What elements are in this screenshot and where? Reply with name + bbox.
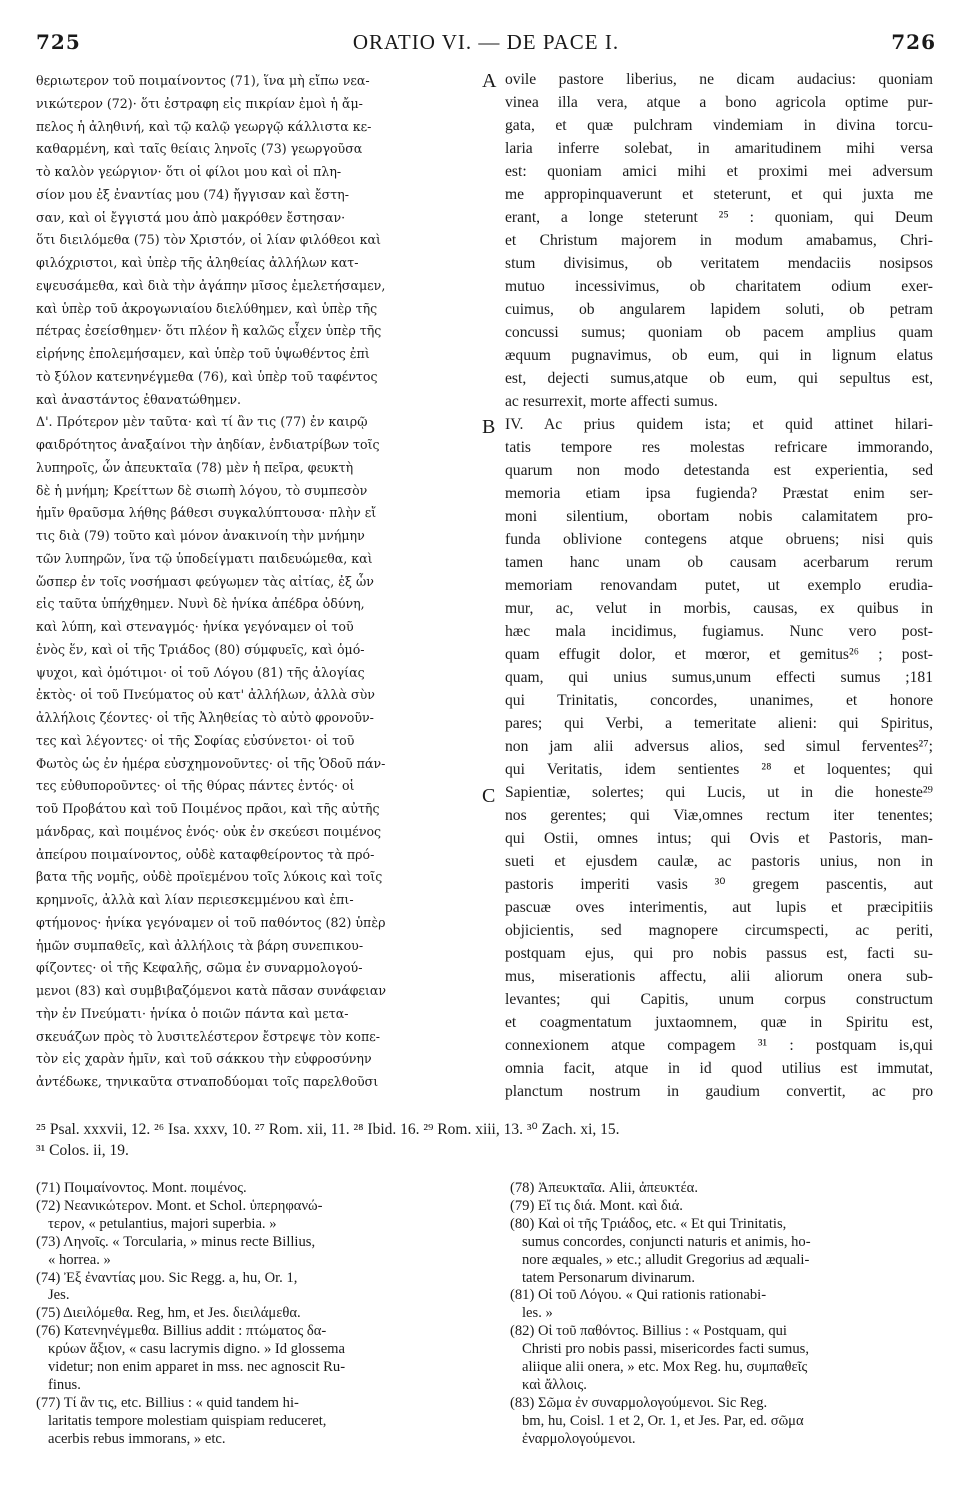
latin-text-line: gata, et quæ pulchram vindemiam in divina torcu- — [505, 117, 933, 134]
latin-text-line: IV. Ac prius quidem ista; et quid attinet hilari- — [505, 416, 933, 433]
reference-line: ³¹ Colos. ii, 19. — [36, 1142, 129, 1159]
greek-text-line: τοῦ Προβάτου καὶ τοῦ Ποιμένος πρᾶοι, καὶ τῆς αὐτῆς — [36, 801, 380, 816]
greek-text-line: δὲ ἡ μνήμη; Κρείττων δὲ σιωπὴ λόγου, τὸ συμπεσὸν — [36, 482, 368, 498]
margin-letter-b: B — [482, 416, 496, 438]
footnote-line: acerbis rebus immorans, » etc. — [48, 1430, 226, 1447]
greek-text-line: νικώτερον (72)· ὅτι ἐστραφη εἰς πικρίαν ἐμοὶ ἡ ἄμ- — [36, 95, 363, 111]
footnote-line: (75) Διειλόμεθα. Reg, hm, et Jes. διειλάμεθα. — [36, 1305, 301, 1322]
greek-text-line: τες εὐθυποροῦντες· οἱ τῆς θύρας πάντες ἐντός· οἱ — [36, 778, 355, 794]
latin-text-line: objicientis, sed magnopere circumspecti, ac periti, — [505, 922, 933, 939]
latin-text-line: ac resurrexit, morte affecti sumus. — [505, 393, 718, 410]
footnote-line: (80) Καὶ οἱ τῆς Τριάδος, etc. « Et qui Trinitatis, — [510, 1215, 787, 1232]
greek-text-line: τὸν εἰς χαρὰν ἡμῖν, καὶ τοῦ σάκκου τὴν εὐφροσύνην — [36, 1051, 372, 1067]
footnotes-left-column — [36, 1180, 478, 1449]
greek-text-line: λυπηροῖς, ὧν ἀπευκταῖα (78) μὲν ἡ πεῖρα, φευκτὴ — [36, 459, 354, 475]
footnote-line: bm, hu, Coisl. 1 et 2, Or. 1, et Jes. Par, ed. σῶμα — [522, 1412, 804, 1429]
greek-text-line: σίον μου ἐξ ἐναντίας μου (74) ἤγγισαν καὶ ἔστη- — [36, 186, 349, 202]
greek-text-line: Δ'. Πρότερον μὲν ταῦτα· καὶ τί ἂν τις (77) ἐν καιρῷ — [36, 414, 368, 430]
greek-text-line: τις διὰ (79) τοῦτο καὶ μόνον ἀνακινοίη τὴν μνήμην — [36, 528, 365, 543]
footnote-line: (83) Σῶμα ἐν συναρμολογούμενοι. Sic Reg. — [510, 1394, 768, 1411]
footnote-line: (79) Εἴ τις διά. Mont. καὶ διά. — [510, 1197, 683, 1214]
footnote-line: (74) Ἐξ ἐναντίας μου. Sic Regg. a, hu, Or. 1, — [36, 1269, 298, 1286]
latin-text-line: est: quoniam amici mihi et proximi mei adversum — [505, 163, 933, 180]
greek-text-line: ἡμῶν συμπαθεῖς, καὶ ἀλλήλοις τὰ βάρη συνεπικου- — [36, 937, 364, 953]
greek-text-line: φαιδρότητος ἀναξαίνοι τὴν ἀηδίαν, ἐνδιατρίβων τοῖς — [36, 437, 380, 452]
latin-text-line: mutuo incessivimus, ob charitatem odium exer- — [505, 278, 933, 295]
latin-text-line: et Christum majorem in modum amabamus, Chri- — [505, 232, 933, 249]
greek-text-line: φτήμονος· ἡνίκα γεγόναμεν οἱ τοῦ παθόντος (82) ὑπὲρ — [36, 914, 386, 930]
latin-text-line: hæc mala incidimus, fugiamus. Nunc vero post- — [505, 623, 933, 640]
footnote-line: κρύων ἄξιον, « casu lacrymis digno. » Id glossema — [48, 1341, 346, 1358]
greek-text-line: εἰρήνης ἐπολεμήσαμεν, καὶ ὑπὲρ τοῦ ὑψωθέντος ἐπὶ — [36, 346, 370, 361]
greek-text-line: τὴν ἐν Πνεύματι· ἡνίκα ὁ ποιῶν πάντα καὶ μετα- — [36, 1005, 349, 1021]
greek-text-line: τες καὶ λέγοντες· οἱ τῆς Σοφίας εὐσύνετοι· οἱ τοῦ — [36, 732, 355, 748]
greek-text-line: ἀντέδωκε, τηνικαῦτα στναποδύομαι τοῖς παρελθοῦσι — [36, 1074, 379, 1089]
greek-text-line: σκευάζων πρὸς τὸ λυσιτελέστερον ἔστρεψε τὸν κοπε- — [36, 1028, 381, 1044]
latin-text-line: postquam ejus, qui pro nobis passus est, facti su- — [505, 945, 933, 962]
running-header — [36, 30, 936, 58]
footnote-line: aliique alii onera, » etc. Mox Reg. hu, συμπαθεῖς — [522, 1359, 808, 1376]
greek-text-line: τὸ καλὸν γεώργιον· ὅτι οἱ φίλοι μου καὶ οἱ πλη- — [36, 164, 342, 179]
latin-text-line: funda oblivione contegens atque obruens; nisi quis — [505, 531, 933, 548]
latin-text-line: vinea illa vera, atque a bono agricola optime pur- — [505, 94, 933, 111]
latin-text-line: mus, miserationis affectu, alii aliorum onera sub- — [505, 968, 933, 985]
greek-text-line: σαν, καὶ οἱ ἔγγιστά μου ἀπὸ μακρόθεν ἔστησαν· — [36, 209, 346, 225]
latin-text-line: me appropinquaverunt et steterunt, et qui juxta me — [505, 186, 933, 203]
left-page-number: 725 — [36, 30, 81, 54]
greek-text-line: καὶ ὑπὲρ τοῦ ἀκρογωνιαίου διελύθημεν, καὶ ὑπὲρ τῆς — [36, 300, 378, 316]
footnote-line: Christi pro nobis passi, misericordes facti sumus, — [522, 1341, 809, 1358]
footnote-line: sumus concordes, conjuncti naturis et animis, ho- — [522, 1233, 811, 1250]
latin-text-line: Sapientiæ, solertes; qui Lucis, ut in die honeste²⁹ — [505, 784, 933, 801]
footnotes-right-column — [510, 1180, 935, 1449]
latin-text-line: mur, ac, velut in morbis, causas, ex quibus in — [505, 600, 933, 617]
latin-text-line: memoriam renovandam putet, ut exemplo erudia- — [505, 577, 933, 594]
right-page-number: 726 — [891, 30, 936, 54]
greek-text-line: ψυχοι, καὶ ὁμότιμοι· οἱ τοῦ Λόγου (81) τῆς ἀλογίας — [36, 664, 365, 680]
latin-text-line: memoria etiam ipsa fugienda? Præstat enim ser- — [505, 485, 933, 502]
latin-text-line: moni silentium, obortam nobis calamitatem pro- — [505, 508, 933, 525]
greek-text-line: ὥσπερ ἐν τοῖς νοσήμασι φεύγωμεν τὰς αἰτίας, ἐξ ὧν — [36, 573, 374, 589]
greek-text-line: τὸ ξύλον κατενηνέγμεθα (76), καὶ ὑπὲρ τοῦ ταφέντος — [36, 368, 378, 384]
footnote-line: tatem Personarum divinarum. — [522, 1269, 696, 1286]
greek-text-line: καθαρμένη, καὶ ταῖς θείαις ληνοῖς (73) γεωργοῦσα — [36, 141, 363, 157]
latin-text-line: tatis tempore res molestas refricare immorando, — [505, 439, 933, 456]
greek-text-line: ἀλλήλοις ζέοντες· οἱ τῆς Ἀληθείας τὸ αὐτὸ φρονοῦν- — [36, 710, 374, 725]
greek-text-line: θεριωτερον τοῦ ποιμαίνοντος (71), ἵνα μὴ εἴπω νεα- — [36, 73, 370, 88]
greek-text-line: μάνδρας, καὶ ποιμένος ἑνός· οὐκ ἐν σκεύεσι ποιμένος — [36, 823, 382, 839]
greek-text-line: ἐκτὸς· οἱ τοῦ Πνεύματος οὐ κατ' ἀλλήλων, ἀλλὰ σὺν — [36, 687, 375, 703]
greek-text-line: τῶν λυπηρῶν, ἵνα τῷ ὑποδείγματι παιδευώμεθα, καὶ — [36, 550, 373, 566]
latin-text-line: omnia facit, atque in id quod utilius est immutat, — [505, 1060, 933, 1077]
footnote-line: videtur; non enim apparet in mss. nec agnoscit Ru- — [48, 1359, 346, 1376]
footnote-line: les. » — [522, 1305, 553, 1322]
footnote-line: (82) Οἱ τοῦ παθόντος. Billius : « Postquam, qui — [510, 1323, 787, 1340]
greek-text-column — [36, 70, 486, 1094]
latin-text-line: pastoris imperiti vasis ³⁰ gregem pascentis, aut — [505, 876, 933, 893]
greek-text-line: ἑνὸς ἕν, καὶ οἱ τῆς Τριάδος (80) σύμφυεῖς, καὶ ὁμό- — [36, 641, 365, 657]
margin-letter-c: C — [482, 785, 496, 807]
footnote-line: laritatis tempore molestiam quispiam reduceret, — [48, 1412, 327, 1429]
latin-text-line: quam, qui unius sumus,unum effecti sumus ;181 — [505, 669, 933, 686]
greek-text-line: καὶ ἀναστάντος ἐθανατώθημεν. — [36, 391, 242, 407]
latin-text-line: pascuæ oves interimentis, aut lupis et præcipitiis — [505, 899, 933, 916]
latin-text-line: æquum pugnavimus, ob eum, qui in lignum elatus — [505, 347, 933, 364]
greek-text-line: πέτρας ἐσείσθημεν· ὅτι πλέον ἢ καλῶς εἶχεν ὑπὲρ τῆς — [36, 323, 382, 339]
footnote-line: Jes. — [48, 1287, 70, 1304]
latin-text-line: levantes; qui Capitis, unum corpus constructum — [505, 991, 933, 1008]
footnote-line: (73) Ληνοῖς. « Torcularia, » minus recte Billius, — [36, 1233, 316, 1250]
greek-text-line: μενοι (83) καὶ συμβιβαζόμενοι κατὰ πᾶσαν συνάφειαν — [36, 983, 387, 998]
latin-text-line: erant, a longe steterunt ²⁵ : quoniam, qui Deum — [505, 209, 933, 226]
footnote-line: (77) Τί ἂν τις, etc. Billius : « quid tandem hi- — [36, 1394, 299, 1411]
latin-text-line: qui Ostii, omnes intus; qui Ovis et Pastoris, man- — [505, 830, 933, 847]
margin-letter-a: A — [482, 70, 497, 92]
footnote-line: (81) Οἱ τοῦ Λόγου. « Qui rationis rationabi- — [510, 1287, 767, 1304]
greek-text-line: Φωτὸς ὡς ἐν ἡμέρα εὐσχημονοῦντες· οἱ τῆς Ὁδοῦ πάν- — [36, 755, 386, 771]
footnote-line: καὶ ἄλλοις. — [522, 1376, 587, 1393]
latin-text-line: nos gerentes; qui Viæ,omnes rectum iter tenentes; — [505, 807, 933, 824]
latin-text-column — [505, 68, 933, 1103]
latin-text-line: pares; qui Verbi, a temeritate alieni: qui Spiritus, — [505, 715, 933, 732]
greek-text-line: φιλόχριστοι, καὶ ὑπὲρ τῆς ἀληθείας ἀλλήλων κατ- — [36, 255, 359, 270]
latin-text-line: qui Trinitatis, concordes, unanimes, et honore — [505, 692, 933, 709]
scripture-references — [36, 1119, 936, 1161]
latin-text-line: quarum non modo detestanda est experientia, sed — [505, 462, 933, 479]
latin-text-line: qui Veritatis, idem sentientes ²⁸ et loquentes; qui — [505, 761, 933, 778]
latin-text-line: connexionem atque compagem ³¹ : postquam is,qui — [505, 1037, 933, 1054]
latin-text-line: ovile pastore liberius, ne dicam audacius: quoniam — [505, 71, 933, 88]
footnote-line: (71) Ποιμαίνοντος. Mont. ποιμένος. — [36, 1180, 247, 1196]
footnote-line: nore æquales, » etc.; alludit Gregorius ad æquali- — [522, 1251, 810, 1268]
latin-text-line: cuimus, ob angularem lapidem soluti, ob petram — [505, 301, 933, 318]
latin-text-line: tamen hanc unam ob causam acerbarum rerum — [505, 554, 933, 571]
greek-text-line: φίζοντες· οἱ τῆς Κεφαλῆς, σῶμα ἐν συναρμολογού- — [36, 960, 363, 976]
greek-text-line: ἡμῖν θραῦσμα λήθης βάθεσι συγκαλύπτουσα· πλὴν εἴ — [36, 505, 377, 521]
latin-text-line: quam effugit dolor, et mœror, et gemitus²⁶ ; post- — [505, 646, 933, 663]
running-title: ORATIO VI. — DE PACE I. — [352, 30, 620, 54]
latin-text-line: sueti et ejusdem caulæ, ac pastoris unius, non in — [505, 853, 933, 870]
greek-text-line: καὶ λύπη, καὶ στεναγμός· ἡνίκα γεγόναμεν οἱ τοῦ — [36, 619, 354, 634]
footnote-line: τερον, « petulantius, majori superbia. » — [48, 1215, 277, 1232]
greek-text-line: πελος ἡ ἀληθινή, καὶ τῷ καλῷ γεωργῷ κάλλιστα κε- — [36, 118, 372, 134]
footnote-line: (72) Νεανικώτερον. Mont. et Schol. ὑπερηφανώ- — [36, 1197, 323, 1214]
latin-text-line: laria inferre solebat, in amaritudinem mihi versa — [505, 140, 933, 157]
greek-text-line: ὅτι διειλόμεθα (75) τὸν Χριστόν, οἱ λίαν φιλόθεοι καὶ — [36, 232, 381, 248]
greek-text-line: κρημνοῖς, ἀλλὰ καὶ λίαν περιεσκεμμένου καὶ ἐπι- — [36, 892, 354, 907]
greek-text-line: εἰς ταῦτα ὑπήχθημεν. Νυνὶ δὲ ἡνίκα ἀπέδρα ὀδύνη, — [36, 596, 365, 612]
footnote-line: ἐναρμολογούμενοι. — [522, 1430, 636, 1447]
latin-text-line: est, dejecti sumus,atque ob eum, qui sepultus est, — [505, 370, 933, 387]
latin-text-line: non jam alii adversus alios, sed simul ferventes²⁷; — [505, 738, 933, 755]
footnote-line: (76) Κατενηνέγμεθα. Billius addit : πτώματος δα- — [36, 1323, 327, 1340]
greek-text-line: εψευσάμεθα, καὶ διὰ τὴν ἀγάπην μῖσος ἐμελετήσαμεν, — [36, 277, 386, 293]
latin-text-line: et coagmentatum juxtaomnem, quæ in Spiritu est, — [505, 1014, 933, 1031]
reference-line: ²⁵ Psal. xxxvii, 12. ²⁶ Isa. xxxv, 10. ²⁷ Rom. xii, 11. ²⁸ Ibid. 16. ²⁹ Rom. xiii, 13. ³⁰ Zach. xi, 15. — [36, 1121, 620, 1138]
footnote-line: finus. — [48, 1376, 81, 1393]
greek-text-line: ἀπείρου ποιμαίνοντος, οὐδὲ καταφθείροντος τὰ πρό- — [36, 846, 375, 862]
latin-text-line: concussi sumus; quoniam ob pacem amplius quam — [505, 324, 933, 341]
greek-text-line: βατα τῆς νομῆς, οὐδὲ προϊεμένου τοῖς λύκοις καὶ τοῖς — [36, 869, 383, 885]
latin-text-line: planctum nostrum in gaudium convertit, ac pro — [505, 1083, 933, 1100]
latin-text-line: stum divisimus, ob veritatem mendaciis nosipsos — [505, 255, 933, 272]
footnote-line: « horrea. » — [48, 1251, 111, 1268]
footnote-line: (78) Ἀπευκταῖα. Alii, ἀπευκτέα. — [510, 1180, 698, 1196]
